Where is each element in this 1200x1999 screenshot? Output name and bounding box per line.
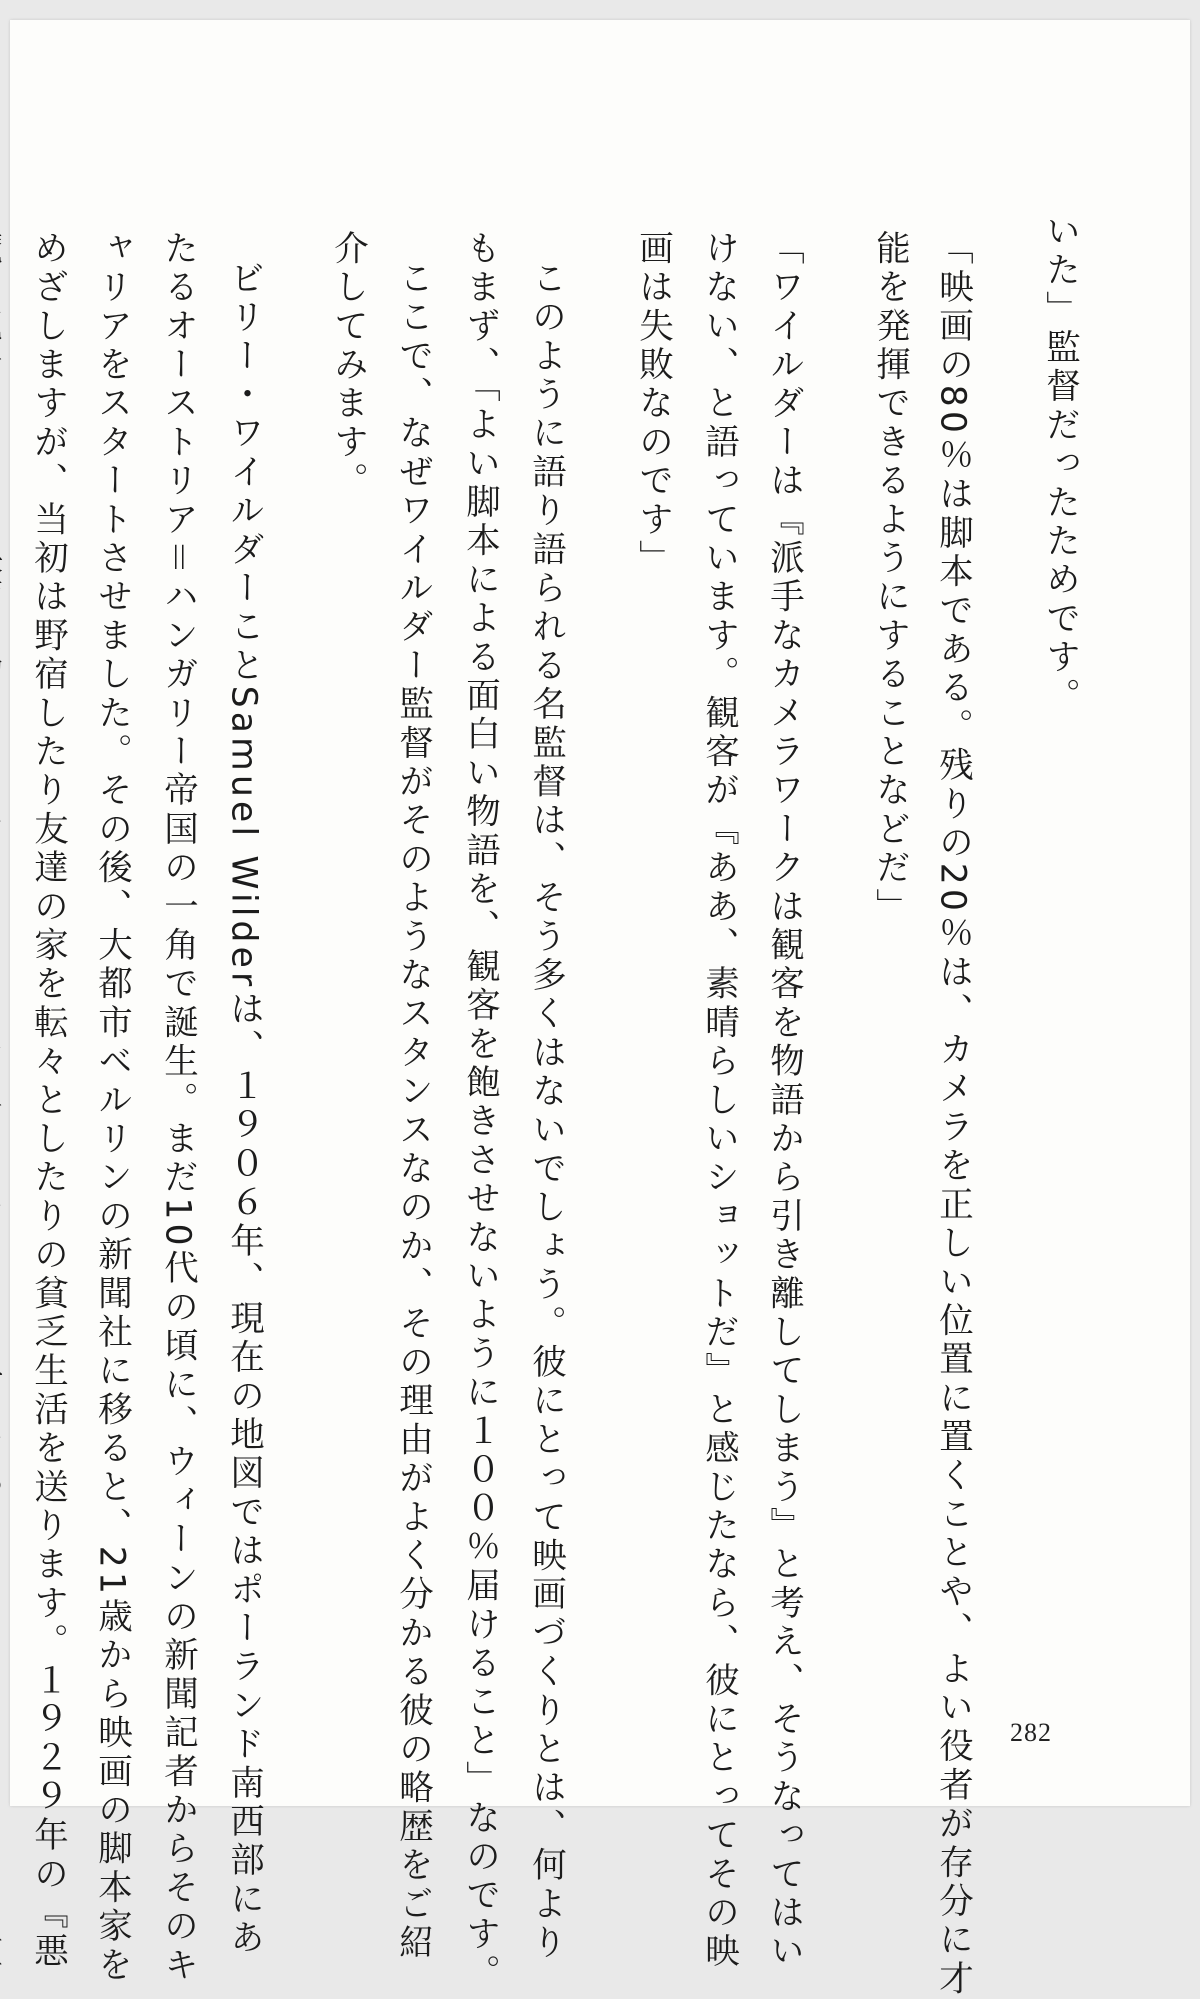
text-column: ャリアをスタートさせました。その後、大都市ベルリンの新聞社に移ると、21歳から映画の脚本家を (91, 230, 132, 1986)
text-column: いた」監督だったためです。 (1039, 213, 1080, 717)
text-column: 介してみます。 (327, 230, 368, 501)
page-number: 282 (1010, 1718, 1052, 1747)
text-column: もまず、「よい脚本による面白い物語を、観客を飽きさせないように１００％届けること」なのです。 (459, 230, 500, 1993)
text-column: めざしますが、当初は野宿したり友達の家を転々としたりの貧乏生活を送ります。１９２９年の『悪 (27, 230, 68, 1972)
text-column: ここで、なぜワイルダー監督がそのようなスタンスなのか、その理由がよく分かる彼の略歴をご紹 (392, 260, 433, 1963)
text-column: 画は失敗なのです」 (632, 230, 673, 579)
text-column: けない、と語っています。観客が『ああ、素晴らしいショットだ』と感じたなら、彼にとってその映 (698, 230, 739, 1972)
text-column: 「映画の80％は脚本である。残りの20％は、カメラを正しい位置に置くことや、よい役者が存分に才 (932, 230, 973, 1999)
book-page (10, 20, 1190, 1999)
text-column: このように語り語られる名監督は、そう多くはないでしょう。彼にとって映画づくりとは、何より (525, 260, 566, 1963)
text-column: たるオーストリア＝ハンガリー帝国の一角で誕生。まだ10代の頃に、ウィーンの新聞記者からそのキ (157, 230, 198, 1986)
text-column: 能を発揮できるようにすることなどだ」 (869, 230, 910, 927)
text-column: ビリー・ワイルダーことSamuel Wilderは、１９０６年、現在の地図ではポーランド南西部にあ (223, 260, 264, 1958)
text-column: 「ワイルダーは『派手なカメラワークは観客を物語から引き離してしまう』と考え、そうなってはい (763, 230, 804, 1972)
